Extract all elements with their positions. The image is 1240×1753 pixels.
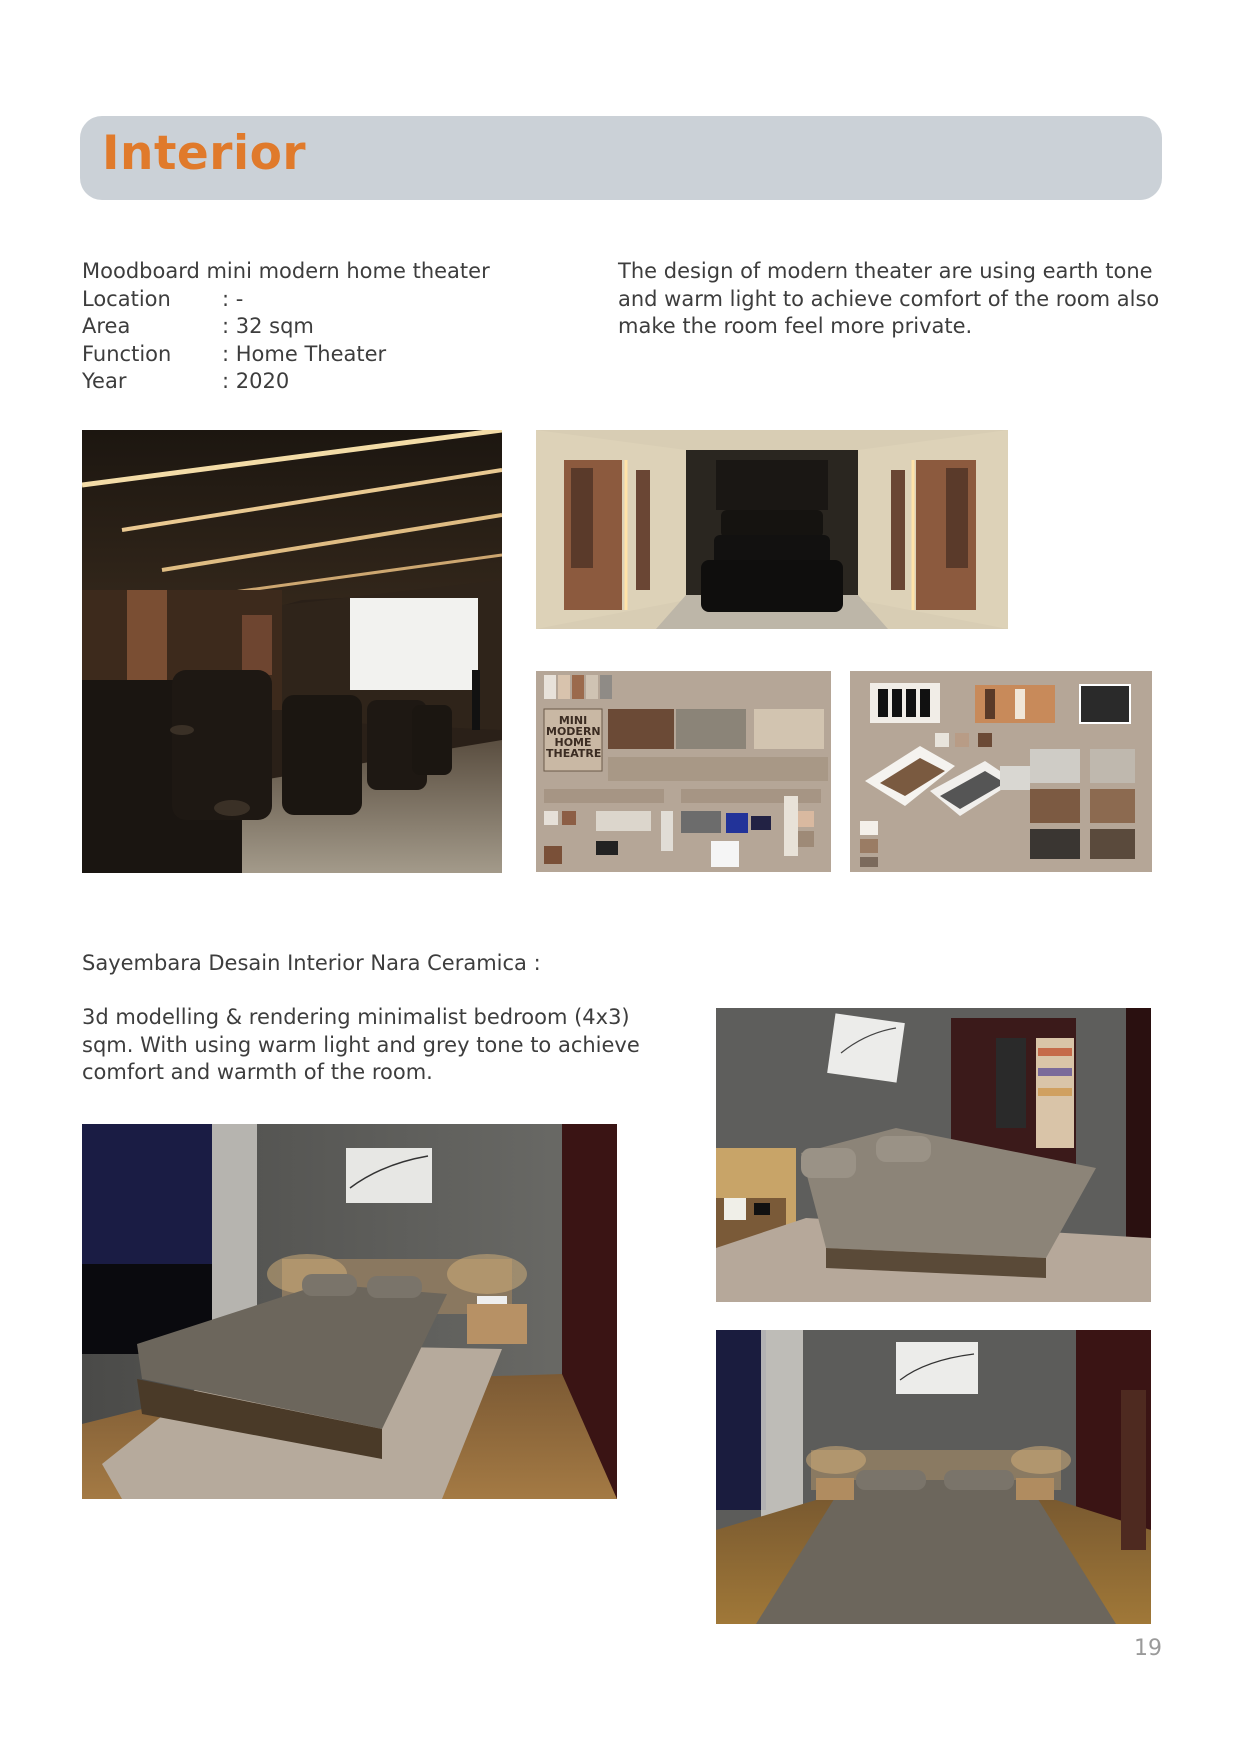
detail-row-location [82,286,490,314]
detail-label: Location [82,286,171,311]
detail-value: : Home Theater [222,341,387,366]
moodboard-title [546,715,600,759]
detail-value: : 32 sqm [222,314,314,338]
theater-render-front [536,430,1008,629]
section-header [80,116,1162,200]
description-line: The design of modern theater are using earth tone [618,259,1153,283]
description-line: and warm light to achieve comfort of the room also [618,286,1160,311]
detail-row-year [82,368,490,396]
description-line: sqm. With using warm light and grey tone to achieve [82,1032,640,1057]
moodboard-title-line: MODERN [546,725,601,738]
project2-heading: Sayembara Desain Interior Nara Ceramica : [82,951,541,975]
moodboard-title-line: MINI [558,714,588,727]
section-title: Interior [102,126,307,181]
detail-label: Year [82,369,127,393]
detail-label: Area [82,314,131,338]
project1-info [82,258,490,396]
description-line: comfort and warmth of the room. [82,1060,433,1084]
bedroom-render-angle [716,1008,1151,1302]
theater-render-perspective [82,430,502,873]
detail-value: : - [222,286,244,311]
detail-value: : 2020 [222,369,290,393]
detail-row-function [82,341,490,369]
description-line: make the room feel more private. [618,314,973,338]
page-number: 19 [1134,1636,1162,1661]
bedroom-render-main [82,1124,617,1499]
project1-heading: Moodboard mini modern home theater [82,259,490,283]
detail-label: Function [82,341,172,366]
moodboard-panel [536,671,831,872]
project2-description [82,1004,640,1087]
description-line: 3d modelling & rendering minimalist bedroom (4x3) [82,1005,630,1029]
project1-description [618,258,1159,341]
layout-board-panel [850,671,1152,872]
detail-row-area [82,313,490,341]
bedroom-render-front [716,1330,1151,1624]
moodboard-title-line: THEATRE [546,747,602,760]
moodboard-title-line: HOME [554,736,592,749]
